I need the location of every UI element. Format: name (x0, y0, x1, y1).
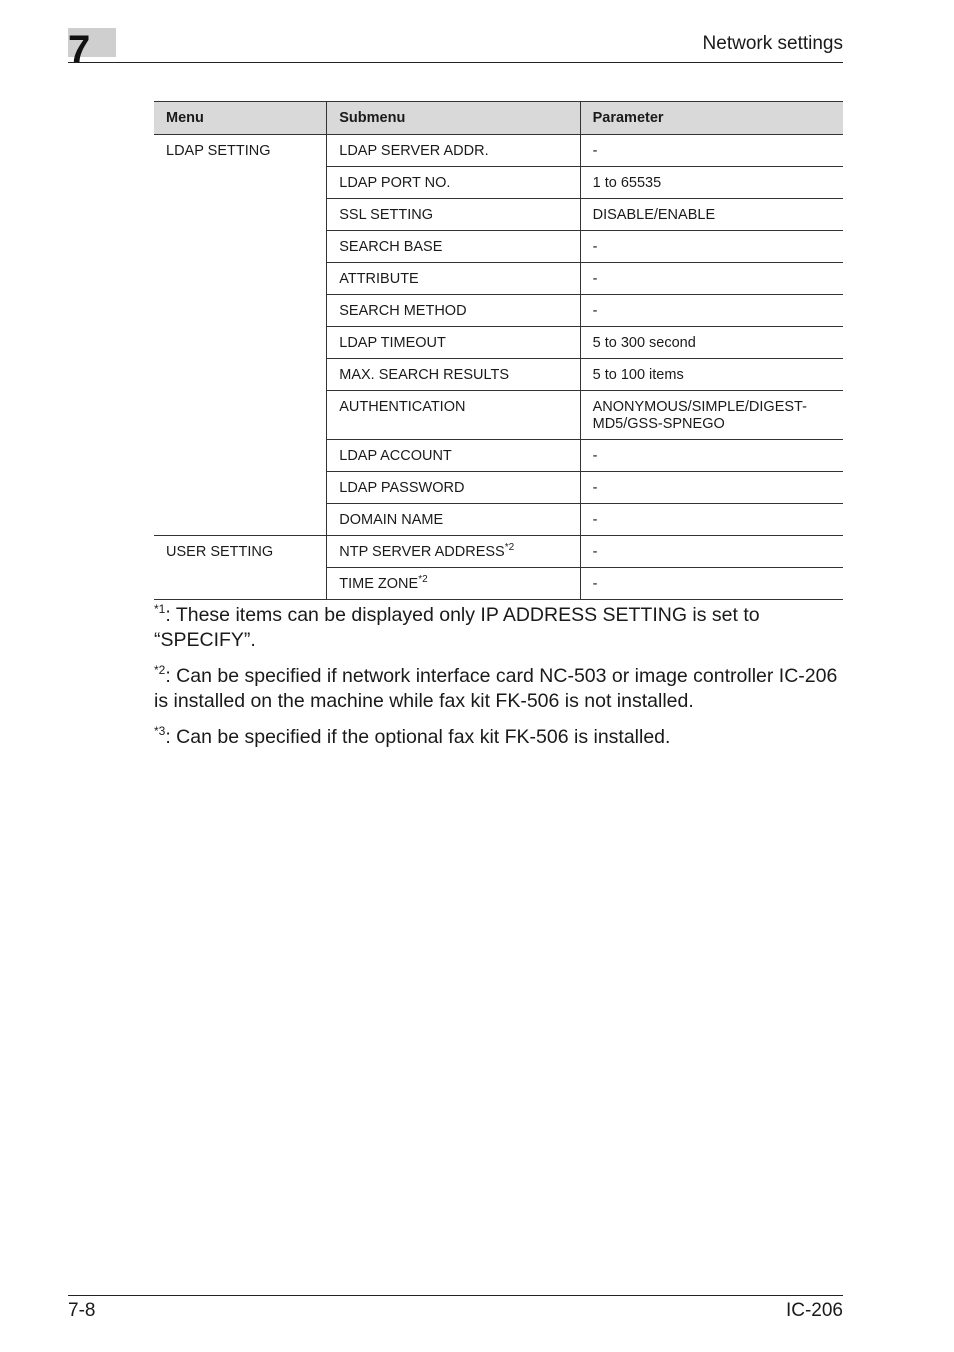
submenu-cell (327, 504, 580, 536)
table-row (154, 135, 843, 167)
submenu-label: SEARCH METHOD (339, 303, 467, 319)
parameter-cell: - (580, 295, 843, 327)
submenu-cell (327, 440, 580, 472)
section-title: Network settings (702, 33, 843, 54)
chapter-number: 7 (68, 28, 91, 72)
footnote-text: : Can be specified if network interface card NC-503 or image controller IC-206 is installed on the machine while fax kit FK-506 is not installed. (154, 665, 838, 712)
submenu-label: DOMAIN NAME (339, 512, 444, 528)
footnote-reference: *2 (504, 542, 515, 553)
parameter-cell: ANONYMOUS/SIMPLE/DIGEST-MD5/GSS-SPNEGO (580, 391, 843, 440)
page-number: 7-8 (68, 1300, 96, 1321)
submenu-cell (327, 167, 580, 199)
submenu-label: AUTHENTICATION (339, 399, 466, 415)
footnote-mark: *3 (154, 724, 166, 738)
submenu-cell (327, 231, 580, 263)
submenu-label: ATTRIBUTE (339, 271, 419, 287)
submenu-label: LDAP ACCOUNT (339, 448, 452, 464)
parameter-cell: 1 to 65535 (580, 167, 843, 199)
parameter-cell: - (580, 263, 843, 295)
submenu-label: MAX. SEARCH RESULTS (339, 367, 509, 383)
table-row (154, 536, 843, 568)
parameter-cell: - (580, 440, 843, 472)
parameter-cell: - (580, 568, 843, 600)
footnote-text: : These items can be displayed only IP ADDRESS SETTING is set to “SPECIFY”. (154, 604, 760, 651)
parameter-cell: 5 to 100 items (580, 359, 843, 391)
settings-table (154, 101, 843, 600)
table-header-row (154, 102, 843, 135)
parameter-cell: - (580, 231, 843, 263)
header-divider (68, 62, 843, 63)
footnote-2 (154, 664, 844, 714)
footnotes (154, 603, 844, 761)
submenu-label: LDAP SERVER ADDR. (339, 143, 489, 159)
parameter-cell: - (580, 472, 843, 504)
column-header-parameter: Parameter (580, 102, 843, 135)
submenu-label: LDAP TIMEOUT (339, 335, 446, 351)
parameter-cell: - (580, 504, 843, 536)
menu-cell: USER SETTING (154, 536, 327, 600)
submenu-label: SSL SETTING (339, 207, 433, 223)
footer-divider (68, 1295, 843, 1296)
submenu-cell (327, 391, 580, 440)
footnote-1 (154, 603, 844, 653)
parameter-cell: - (580, 536, 843, 568)
footnote-3 (154, 725, 844, 750)
footnote-mark: *2 (154, 663, 166, 677)
submenu-label: SEARCH BASE (339, 239, 443, 255)
submenu-cell (327, 536, 580, 568)
parameter-cell: 5 to 300 second (580, 327, 843, 359)
submenu-cell (327, 295, 580, 327)
product-name: IC-206 (785, 1300, 843, 1321)
submenu-label: LDAP PORT NO. (339, 175, 451, 191)
submenu-cell (327, 327, 580, 359)
submenu-label: TIME ZONE (339, 576, 419, 592)
column-header-submenu: Submenu (327, 102, 580, 135)
submenu-cell (327, 472, 580, 504)
parameter-cell: DISABLE/ENABLE (580, 199, 843, 231)
submenu-cell (327, 199, 580, 231)
menu-cell: LDAP SETTING (154, 135, 327, 536)
footnote-text: : Can be specified if the optional fax kit FK-506 is installed. (165, 726, 671, 748)
parameter-cell: - (580, 135, 843, 167)
submenu-cell (327, 568, 580, 600)
submenu-label: LDAP PASSWORD (339, 480, 465, 496)
column-header-menu: Menu (154, 102, 327, 135)
table-body (154, 135, 843, 600)
submenu-cell (327, 359, 580, 391)
footnote-mark: *1 (154, 602, 166, 616)
footnote-reference: *2 (418, 574, 428, 585)
submenu-cell (327, 135, 580, 167)
submenu-label: NTP SERVER ADDRESS (339, 544, 505, 560)
submenu-cell (327, 263, 580, 295)
